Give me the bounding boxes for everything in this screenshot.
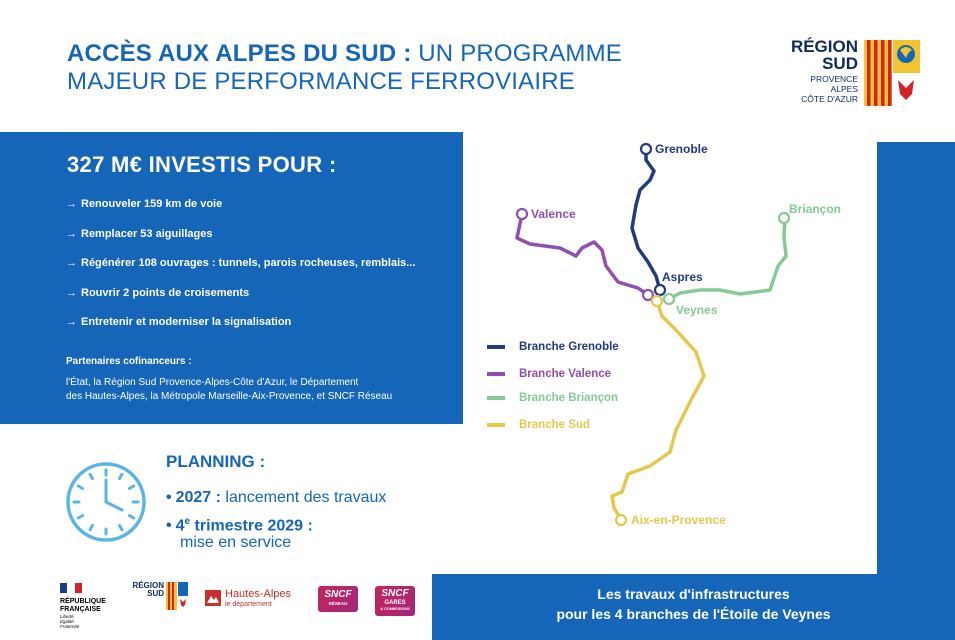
branch-sud-line [612, 301, 704, 519]
aspres-station-icon [655, 285, 665, 295]
partner-logos: RÉPUBLIQUE FRANÇAISE Liberté Égalité Fraternité RÉGION SUD Hautes-Alpes le département SNCF RÉSEAU SNCF GARES & CONNEXIONS [60, 580, 430, 630]
region-coat-of-arms-icon [864, 40, 920, 106]
bullet: • [166, 517, 172, 535]
veynes-briancon-icon [664, 294, 674, 304]
city-valence: Valence [531, 207, 576, 221]
clock-icon [64, 460, 148, 544]
planning-item-2027: • 2027 : lancement des travaux [166, 489, 387, 506]
legend-valence: Branche Valence [487, 368, 611, 380]
logo-provence: PROVENCE [810, 74, 858, 84]
arrow-right-icon: → [66, 316, 77, 328]
investment-panel [0, 132, 463, 424]
logo-cote: CÔTE D'AZUR [801, 94, 858, 104]
hautes-alpes-emblem-icon [205, 590, 221, 606]
list-item: → Rouvrir 2 points de croisements [66, 286, 250, 299]
legend-grenoble: Branche Grenoble [487, 341, 619, 353]
planning-item-2029-text: mise en service [180, 534, 292, 551]
bullet: • [166, 489, 172, 506]
list-item: → Entretenir et moderniser la signalisation [66, 316, 292, 328]
list-item: → Renouveler 159 km de voie [66, 198, 223, 210]
logo-region-word: RÉGION [790, 37, 858, 56]
right-frame [877, 142, 955, 640]
valence-station-icon [517, 209, 527, 219]
republique-francaise-logo: RÉPUBLIQUE FRANÇAISE Liberté Égalité Fraternité [60, 580, 118, 629]
grenoble-station-icon [641, 144, 651, 154]
partners-title: Partenaires cofinanceurs : [66, 356, 192, 367]
banner-line1: Les travaux d'infrastructures [597, 586, 790, 602]
city-aspres: Aspres [662, 270, 703, 284]
bottom-banner [432, 574, 955, 640]
list-item: → Remplacer 53 aiguillages [66, 227, 213, 240]
city-briancon: Briançon [789, 202, 842, 216]
briancon-station-icon [779, 213, 789, 223]
aix-station-icon [616, 515, 626, 525]
title-rest: UN PROGRAMME [411, 40, 622, 67]
city-grenoble: Grenoble [655, 142, 708, 156]
city-veynes: Veynes [676, 303, 718, 317]
legend-swatch [487, 423, 505, 427]
region-sud-logo [780, 38, 928, 108]
planning-title: PLANNING : [166, 452, 266, 471]
sncf-gares-logo: SNCF GARES & CONNEXIONS [375, 586, 415, 616]
french-flag-icon [60, 583, 82, 593]
arrow-right-icon: → [66, 198, 77, 210]
page-title [67, 40, 622, 96]
title-bold: ACCÈS AUX ALPES DU SUD : [67, 40, 412, 67]
planning-item-2029: • 4e trimestre 2029 : [166, 516, 313, 535]
legend-swatch [487, 396, 505, 400]
logo-alpes: ALPES [830, 84, 858, 94]
city-aix: Aix-en-Provence [631, 513, 726, 527]
region-sud-small-arms-icon [166, 582, 188, 610]
banner-line2: pour les 4 branches de l'Étoile de Veynes [556, 606, 831, 622]
branch-valence-line [517, 214, 648, 295]
investment-title: 327 M€ INVESTIS POUR : [67, 152, 337, 177]
sncf-reseau-logo: SNCF RÉSEAU [318, 586, 358, 612]
legend-swatch [487, 372, 505, 376]
legend-briancon: Branche Briançon [487, 392, 618, 404]
legend-swatch [487, 345, 505, 349]
arrow-right-icon: → [66, 286, 77, 299]
partners-text: l'État, la Région Sud Provence-Alpes-Côte d'Azur, le Département des Hautes-Alpes, la Métropole Marseille-Aix-Provence, et SNCF Réseau [66, 377, 393, 402]
branch-briancon-line [669, 218, 786, 299]
title-line2: MAJEUR DE PERFORMANCE FERROVIAIRE [67, 68, 575, 95]
veynes-sud-icon [652, 296, 662, 306]
legend-sud: Branche Sud [487, 419, 590, 431]
arrow-right-icon: → [66, 227, 77, 240]
branch-grenoble-line [632, 149, 660, 290]
logo-sud-word: SUD [822, 54, 858, 73]
investment-list [66, 198, 415, 346]
arrow-right-icon: → [66, 257, 77, 269]
list-item: → Régénérer 108 ouvrages : tunnels, parois rocheuses, remblais... [66, 257, 416, 269]
